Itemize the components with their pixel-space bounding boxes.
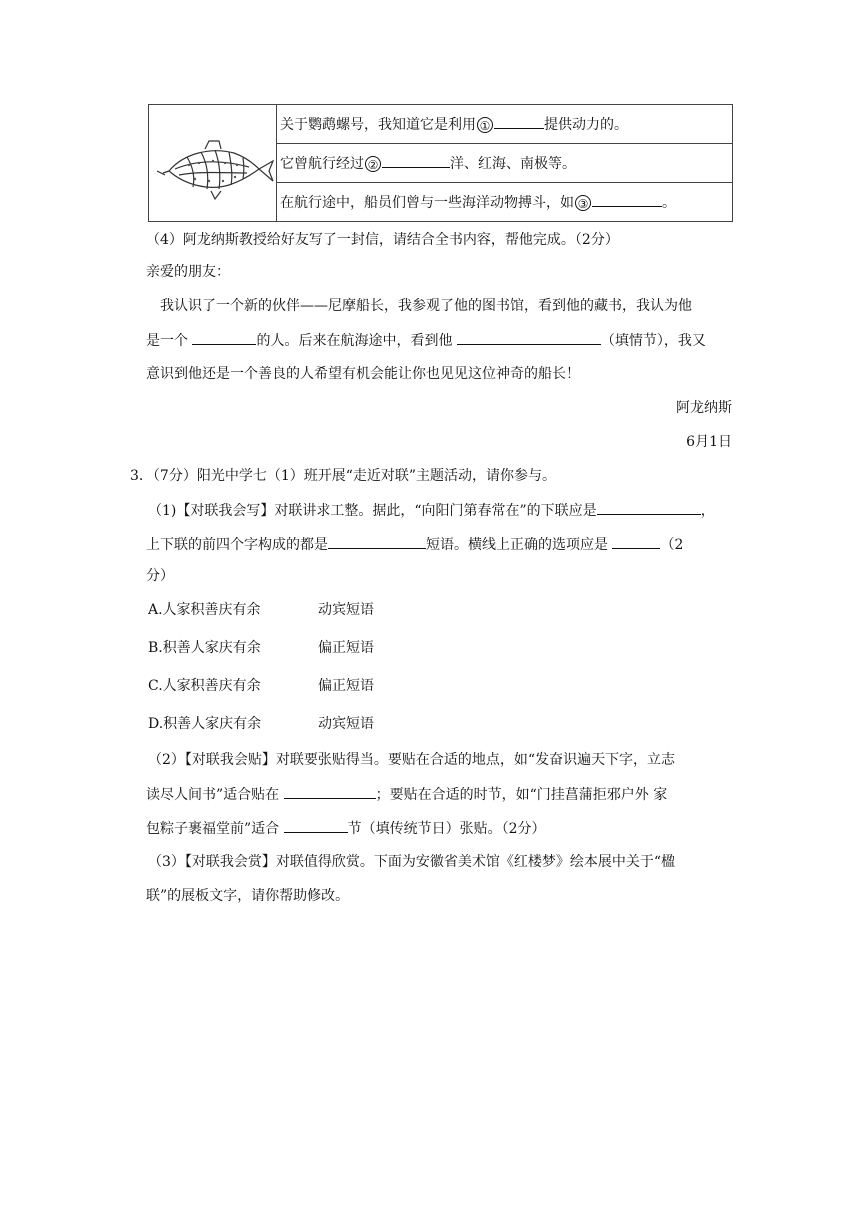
option-b [148,638,374,658]
q3-part1-line2 [146,534,683,555]
letter-body-line2-start: 是一个 [146,333,193,349]
option-d-type: 动宾短语 [318,716,374,732]
row3-text-end: 。 [662,195,676,211]
circled-number-1: ① [477,117,493,133]
q3-part2-line2-end: ；要贴在合适的时节，如“门挂菖蒲拒邪户外 家 [375,787,668,803]
letter-body-line2 [146,330,706,351]
row3-text: 在航行途中，船员们曾与一些海洋动物搏斗，如 [280,195,574,211]
option-c-text: C.人家积善庆有余 [148,678,261,694]
letter-body-line1: 我认识了一个新的伙伴——尼摩船长，我参观了他的图书馆，看到他的藏书，我认为他 [160,298,692,314]
row2-text: 它曾航行经过 [280,156,364,172]
option-a [148,600,374,620]
q3-part1-line2-middle: 短语。横线上正确的选项应是 [426,537,613,553]
option-a-type: 动宾短语 [318,602,374,618]
letter-body-line3: 意识到他还是一个善良的人希望有机会能让你也见见这位神奇的船长！ [146,366,580,382]
nautilus-table [148,104,733,222]
circled-number-3: ③ [575,195,591,211]
q3-part2-line3-end: 节（填传统节日）张贴。（2分） [347,821,546,837]
option-c-type: 偏正短语 [318,678,374,694]
letter-date: 6月1日 [686,434,732,450]
table-row-3 [277,183,733,222]
row1-text: 关于鹦鹉螺号，我知道它是利用 [280,117,476,133]
blank-3[interactable] [592,192,662,207]
q3-part1-line1 [148,500,715,521]
q3-part3-line1: （3）【对联我会赏】对联值得欣赏。下面为安徽省美术馆《红楼梦》绘本展中关于“楹 [148,854,676,870]
blank-couplet[interactable] [597,500,701,515]
blank-2[interactable] [382,153,450,168]
letter-signature: 阿龙纳斯 [676,400,732,416]
letter-body-line2-end: （填情节），我又 [600,333,706,349]
blank-location[interactable] [284,784,376,799]
option-b-text: B.积善人家庆有余 [148,640,261,656]
q3-part3-line2: 联”的展板文字，请你帮助修改。 [146,888,350,904]
q4-prompt: （4）阿龙纳斯教授给好友写了一封信，请结合全书内容，帮他完成。（2分） [146,232,619,248]
blank-option[interactable] [612,534,660,549]
nautilus-submarine-icon [149,105,276,217]
table-row-1 [277,105,733,144]
blank-festival[interactable] [284,818,348,833]
blank-plot[interactable] [457,330,601,345]
q3-part2-line3 [146,818,546,839]
row1-text-end: 提供动力的。 [544,117,628,133]
q3-part1-line2-text: 上下联的前四个字构成的都是 [146,537,328,553]
q3-part1-line2-end: （2 [660,537,684,553]
blank-character-trait[interactable] [192,330,256,345]
blank-1[interactable] [494,114,544,129]
circled-number-2: ② [365,156,381,172]
q3-part1-line1-text: （1)【对联我会写】对联讲求工整。据此，“向阳门第春常在”的下联应是 [148,503,597,519]
blank-phrase-type[interactable] [328,534,426,549]
q3-part2-line2-text: 读尽人间书”适合贴在 [146,787,284,803]
option-d [148,714,374,734]
q3-part1-line1-end: ， [700,503,715,519]
q3-part1-line3: 分） [146,568,174,584]
q3-intro: 3．（7分）阳光中学七（1）班开展“走近对联”主题活动，请你参与。 [130,468,557,484]
nautilus-image-cell [149,105,277,222]
option-d-text: D.积善人家庆有余 [148,716,262,732]
row2-text-end: 洋、红海、南极等。 [450,156,576,172]
letter-body-line2-middle: 的人。后来在航海途中，看到他 [256,333,457,349]
option-b-type: 偏正短语 [318,640,374,656]
option-c [148,676,374,696]
q3-part2-line3-text: 包粽子裹福堂前”适合 [146,821,284,837]
option-a-text: A.人家积善庆有余 [148,602,261,618]
letter-greeting: 亲爱的朋友： [146,264,230,280]
table-row-2 [277,144,733,183]
q3-part2-line2 [146,784,667,805]
q3-part2-line1: （2）【对联我会贴】对联要张贴得当。要贴在合适的地点，如“发奋识遍天下字，立志 [148,752,676,768]
